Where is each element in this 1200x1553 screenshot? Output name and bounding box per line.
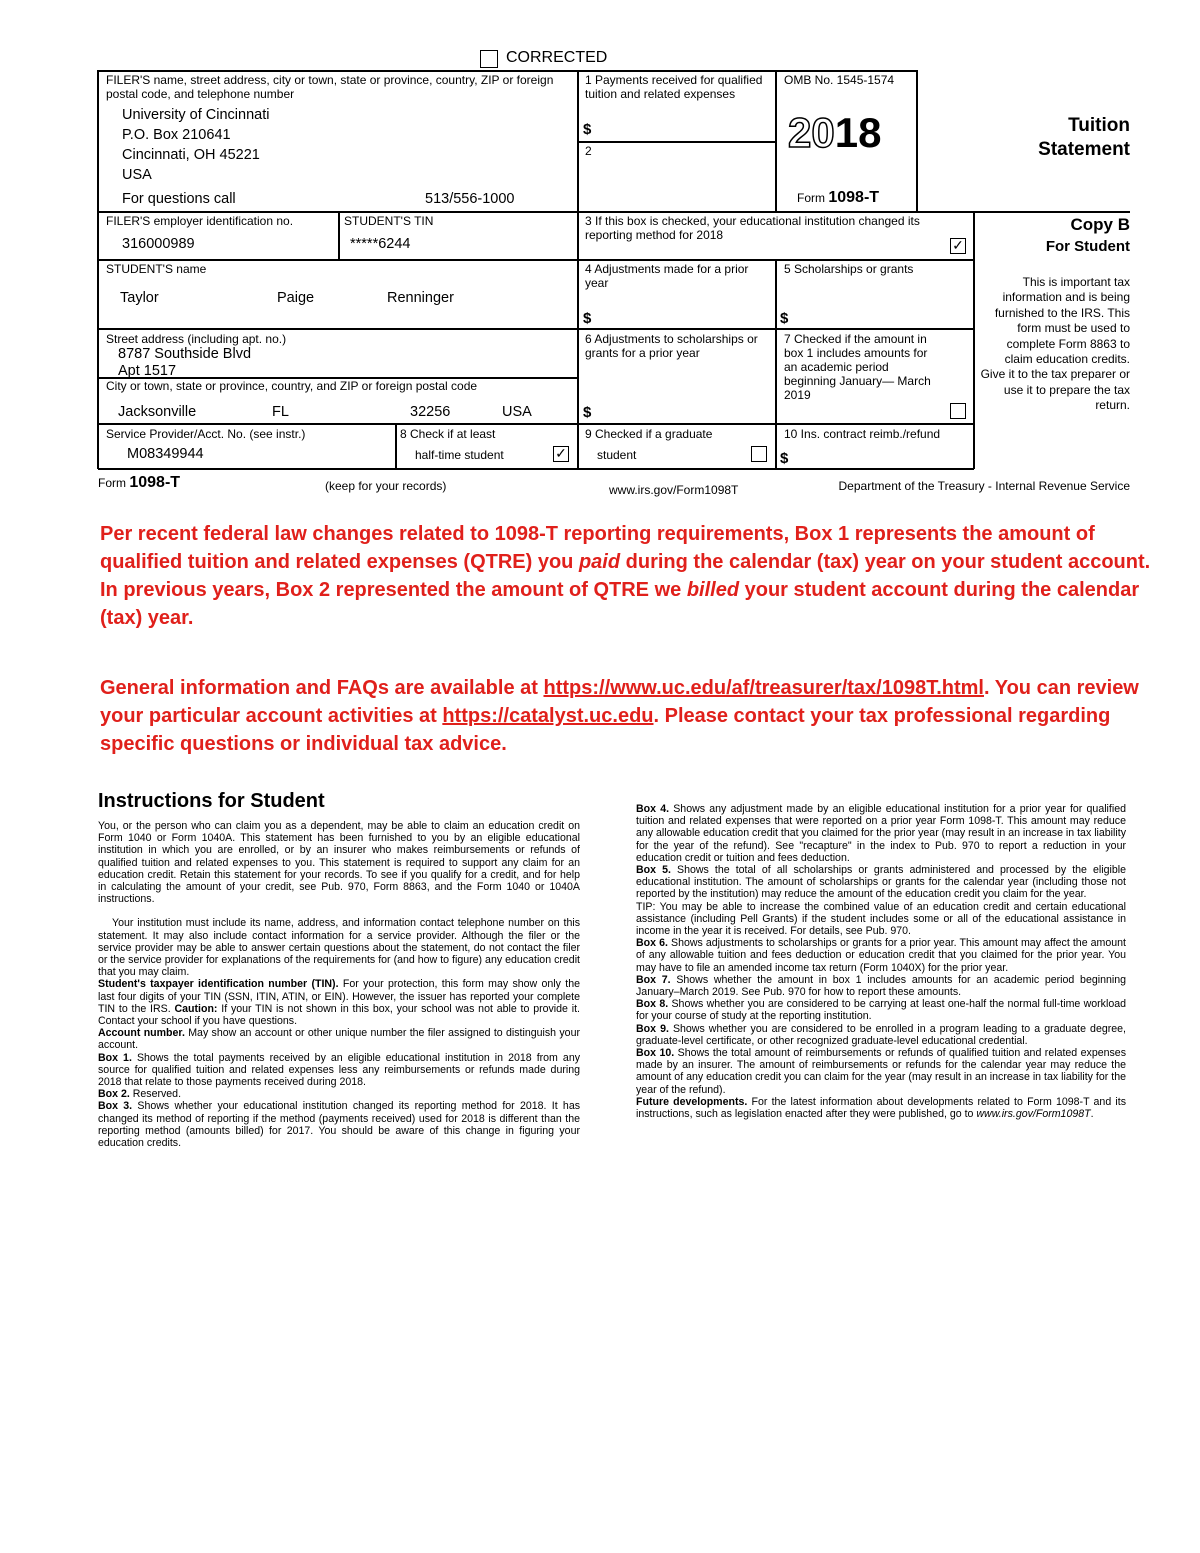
instr-box3-body: Shows whether your educational institution changed its reporting method for 2018. It has changed its method of reporting if the method (payments received) used for 2018 is different than the reporting method (amounts billed) for 2017. You should be aware of this change in figuring your education credits.	[98, 1100, 581, 1150]
instr-box9	[636, 1023, 1126, 1047]
instr-box8-head: Box 8.	[636, 998, 669, 1011]
instr-box5-head: Box 5.	[636, 864, 671, 877]
box9-sublabel: student	[597, 448, 637, 462]
instr-future-body: For the latest information about developments related to Form 1098-T and its instructions, such as legislation enacted after they were published, go to	[636, 1095, 1127, 1121]
notice-faq-b: . You can review your particular account activities at	[100, 677, 1139, 727]
filer-ein-label: FILER'S employer identification no.	[106, 214, 294, 228]
omb-form-prefix: Form	[797, 191, 825, 205]
instr-account	[98, 1027, 580, 1051]
box8-checkbox[interactable]	[553, 446, 569, 462]
notice-faq-c: . Please contact your tax professional regarding specific questions or individual tax advice.	[100, 705, 1111, 755]
instr-box10-head: Box 10.	[636, 1047, 675, 1060]
footer-form-prefix: Form	[98, 476, 126, 490]
form-top-border	[98, 70, 918, 72]
box2-label: 2	[585, 144, 592, 158]
instr-box10-body: Shows the total amount of reimbursements or refunds of qualified tuition and related expenses made by an insurer. The amount of reimbursements or refunds for the calendar year may reduce the amount of any education credit you can claim for the year (may result in an increase in tax liability for the year of the refund).	[636, 1047, 1126, 1096]
footer-url: www.irs.gov/Form1098T	[609, 483, 739, 497]
notice-qtre-b: during the calendar (tax) year on your student account. In previous years, Box 2 represented the amount of QTRE we	[100, 551, 1151, 601]
footer-dept: Department of the Treasury - Internal Revenue Service	[838, 479, 1130, 493]
instr-box9-body: Shows whether you are considered to be enrolled in a program leading to a graduate degree, graduate-level certificate, or other recognized graduate-level educational credential.	[636, 1022, 1126, 1047]
box1-label: 1 Payments received for qualified tuition and related expenses	[585, 73, 763, 101]
rule-col-mid	[577, 70, 579, 469]
instr-box5	[636, 864, 1126, 901]
instr-box1-body: Shows the total payments received by an eligible educational institution in 2018 from any source for qualified tuition and related expenses less any reimbursements or refunds made during 2018 that relate to those payments received during 2018.	[98, 1051, 581, 1089]
rule-row4	[98, 423, 974, 425]
box6-currency: $	[583, 404, 592, 421]
copy-b-block	[978, 214, 1130, 258]
box10-label: 10 Ins. contract reimb./refund	[784, 427, 941, 441]
instr-box3-head: Box 3.	[98, 1100, 133, 1113]
instr-box1-head: Box 1.	[98, 1051, 132, 1064]
notice-faq	[100, 674, 1160, 758]
box9-label: 9 Checked if a graduate	[585, 427, 713, 441]
instr-tip: TIP: You may be able to increase the combined value of an education credit and certain educational assistance (including Pell Grants) if the student includes some or all of the educational assistance in income in the year it is received. For details, see Pub. 970.	[636, 900, 1126, 938]
instr-intro: You, or the person who can claim you as a dependent, may be able to claim an education credit on Form 1040 or Form 1040A. This statement has been furnished to you by an eligible educational institution in which you are enrolled, or by an insurer who makes reimbursements or refunds of qualified tuition and related expenses to you. This statement is required to support any claim for an education credit. Retain this statement for your records. To see if you qualify for a credit, and for help in calculating the amount of your credit, see Pub. 970, Form 8863, and the Form 1040 or 1040A instructions.	[98, 820, 580, 906]
box9-checkbox[interactable]	[751, 446, 767, 462]
filer-address2: Cincinnati, OH 45221	[122, 147, 260, 163]
box6-label: 6 Adjustments to scholarships or grants for a prior year	[585, 332, 758, 360]
form-bottom-border	[98, 468, 974, 470]
tax-year	[788, 110, 881, 156]
instr-box8	[636, 998, 1126, 1022]
student-state: FL	[272, 404, 289, 420]
instr-box2	[98, 1088, 580, 1100]
instr-box8-body: Shows whether you are considered to be carrying at least one-half the normal full-time workload for your course of study at the reporting institution.	[636, 998, 1126, 1023]
filer-country: USA	[122, 167, 152, 183]
filer-phone: 513/556-1000	[425, 191, 515, 207]
instr-box9-head: Box 9.	[636, 1022, 669, 1035]
box8-sublabel: half-time student	[415, 448, 504, 462]
faq-link[interactable]: https://www.uc.edu/af/treasurer/tax/1098T.html	[543, 677, 984, 699]
student-street2: Apt 1517	[118, 363, 177, 379]
student-street-label: Street address (including apt. no.)	[106, 332, 287, 346]
instr-box6-body: Shows adjustments to scholarships or grants for a prior year. This amount may affect the amount of any allowable tuition and fees deduction or education credit that you claimed for the prior year. You may have to file an amended income tax return (Form 1040X) for the prior year.	[636, 937, 1127, 974]
rule-col-omb	[775, 70, 777, 212]
box3-label: 3 If this box is checked, your educational institution changed its reporting method for 2018	[585, 214, 920, 242]
instructions-left-column	[98, 820, 580, 1149]
rule-col-right	[973, 211, 975, 469]
filer-questions-label: For questions call	[122, 191, 236, 207]
instr-box5-body: Shows the total of all scholarships or grants administered and processed by the eligible educational institution. The amount of scholarships or grants for the calendar year (including those not reported by the institution) may reduce the amount of the education credit you claim for the year.	[636, 864, 1126, 901]
service-provider-value: M08349944	[127, 446, 204, 462]
student-last-name: Renninger	[387, 290, 454, 306]
instr-box2-body: Reserved.	[129, 1088, 182, 1101]
box4-currency: $	[583, 310, 592, 327]
box7-checkbox[interactable]	[950, 403, 966, 419]
box4-label: 4 Adjustments made for a prior year	[585, 262, 749, 290]
rule-col-box8	[395, 423, 397, 469]
instr-box4-head: Box 4.	[636, 803, 670, 815]
instr-box10	[636, 1047, 1126, 1096]
box1-currency: $	[583, 121, 592, 138]
rule-col-omb-right	[916, 70, 918, 212]
box7-label: 7 Checked if the amount in box 1 includes amounts for an academic period beginning January— March 2019	[784, 332, 931, 402]
notice-qtre-a: Per recent federal law changes related to 1098-T reporting requirements, Box 1 represents the amount of qualified tuition and related expenses (QTRE) you	[100, 523, 1095, 573]
footer-keep: (keep for your records)	[325, 479, 447, 493]
instr-box3	[98, 1100, 580, 1149]
instr-future-url[interactable]: www.irs.gov/Form1098T	[976, 1108, 1091, 1121]
box5-label: 5 Scholarships or grants	[784, 262, 914, 276]
student-country: USA	[502, 404, 532, 420]
instr-account-head: Account number.	[98, 1027, 185, 1040]
instructions-right-column	[636, 803, 1126, 1120]
rule-row3-left	[98, 328, 578, 330]
student-middle-name: Paige	[277, 290, 315, 306]
rule-row1	[98, 211, 1130, 213]
copy-subtitle: For Student	[1045, 238, 1130, 255]
box8-label: 8 Check if at least	[400, 427, 496, 441]
filer-label: FILER'S name, street address, city or town, state or province, country, ZIP or foreign postal code, and telephone number	[106, 73, 554, 101]
form-title-line2: Statement	[1038, 139, 1130, 160]
instr-box4	[636, 803, 1126, 864]
instr-institution: Your institution must include its name, address, and information contact telephone number on this statement. It may also include contact information for a service provider. Although the filer or the service provider may be able to answer certain questions about the statement, do not contact the filer or the service provider for explanations of the requirements for (and how to figure) any education credit that you may claim.	[98, 917, 580, 979]
instr-box6-head: Box 6.	[636, 937, 668, 950]
student-street1: 8787 Southside Blvd	[118, 346, 252, 362]
rule-col-tin	[338, 211, 340, 259]
notice-qtre-billed: billed	[686, 579, 740, 601]
corrected-checkbox[interactable]	[480, 50, 498, 68]
instr-account-body: May show an account or other unique number the filer assigned to distinguish your account.	[98, 1027, 580, 1052]
tax-year-bold: 18	[834, 109, 882, 156]
instr-future-end: .	[1090, 1108, 1094, 1121]
instr-box7	[636, 974, 1126, 998]
instr-box4-body: Shows any adjustment made by an eligible educational institution for a prior year for qualified tuition and related expenses that were reported on a prior year Form 1098-T. This amount may reduce any allowable education credit that you claimed for the prior year (may result in an increase in tax liability for the year of the refund). See "recapture" in the index to Pub. 970 to report a reduction in your education credit or tuition and fees deduction.	[636, 803, 1126, 864]
box10-currency: $	[780, 450, 789, 467]
filer-address1: P.O. Box 210641	[122, 127, 231, 143]
footer-form-name	[98, 474, 180, 492]
student-city: Jacksonville	[118, 404, 197, 420]
service-provider-label: Service Provider/Acct. No. (see instr.)	[106, 427, 306, 441]
form-title-line1: Tuition	[1068, 115, 1130, 136]
notice-qtre-paid: paid	[578, 551, 621, 573]
copy-notice: This is important tax information and is being furnished to the IRS. This form must be used to complete Form 8863 to claim education credits. Give it to the tax preparer or use it to prepare the tax return.	[980, 275, 1130, 413]
instr-box7-head: Box 7.	[636, 973, 671, 986]
rule-col-b45	[775, 259, 777, 469]
instr-box6	[636, 937, 1126, 974]
box3-check-mark: ✓	[952, 237, 964, 253]
copy-title: Copy B	[1070, 215, 1130, 234]
box3-checkbox[interactable]	[950, 238, 966, 254]
student-first-name: Taylor	[120, 290, 159, 306]
instr-future	[636, 1096, 1126, 1120]
student-tin-value: *****6244	[350, 236, 411, 252]
instr-tin-head: Student's taxpayer identification number (TIN).	[98, 978, 339, 991]
notice-qtre-c: your student account during the calendar (tax) year.	[100, 579, 1140, 629]
catalyst-link[interactable]: https://catalyst.uc.edu	[442, 705, 654, 727]
instr-tin	[98, 978, 580, 1027]
box8-check-mark: ✓	[555, 445, 567, 461]
student-tin-label: STUDENT'S TIN	[344, 214, 434, 228]
footer-form-number: 1098-T	[129, 474, 181, 491]
form-title	[930, 114, 1130, 162]
instructions-heading: Instructions for Student	[98, 790, 325, 812]
form-left-border	[97, 70, 99, 469]
rule-box1-2	[578, 141, 776, 143]
omb-number: OMB No. 1545-1574	[784, 73, 895, 87]
filer-ein-value: 316000989	[122, 236, 195, 252]
rule-row2	[98, 259, 974, 261]
student-zip: 32256	[410, 404, 451, 420]
instr-tin-body-b: If your TIN is not shown in this box, your school was not able to provide it. Contact your school if you have questions.	[98, 1002, 580, 1028]
student-city-label: City or town, state or province, country, and ZIP or foreign postal code	[106, 379, 478, 393]
instr-box1	[98, 1052, 580, 1089]
box5-currency: $	[780, 310, 789, 327]
instr-tin-body-a: For your protection, this form may show only the last four digits of your TIN (SSN, ITIN, ATIN, or EIN). However, the issuer has reported your complete TIN to the IRS.	[98, 978, 580, 1015]
omb-form-number: 1098-T	[828, 189, 880, 206]
notice-qtre	[100, 520, 1160, 632]
student-name-label: STUDENT'S name	[106, 262, 207, 276]
instr-box2-head: Box 2.	[98, 1088, 130, 1101]
corrected-label: CORRECTED	[506, 49, 608, 66]
notice-faq-a: General information and FAQs are available at	[100, 677, 544, 699]
instr-future-head: Future developments.	[636, 1095, 748, 1108]
omb-form-name	[797, 189, 879, 207]
instr-tin-caution: Caution:	[174, 1002, 218, 1015]
instr-box7-body: Shows whether the amount in box 1 includes amounts for an academic period beginning January–March 2019. See Pub. 970 for how to report these amounts.	[636, 973, 1127, 999]
tax-year-outline: 20	[788, 109, 835, 156]
filer-name: University of Cincinnati	[122, 107, 270, 123]
